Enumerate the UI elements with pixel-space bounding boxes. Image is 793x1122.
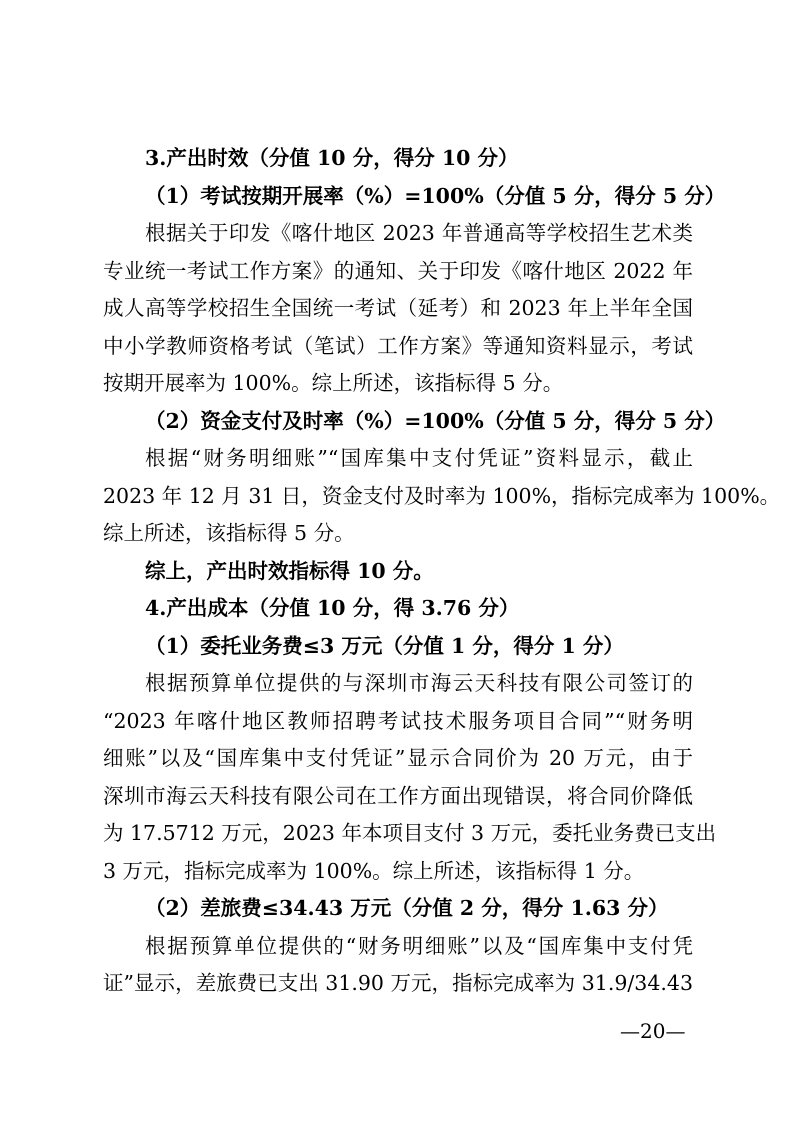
paragraph-line: 根据关于印发《喀什地区 2023 年普通高等学校招生艺术类: [145, 221, 693, 245]
paragraph-line: 细账”以及“国库集中支付凭证”显示合同价为 20 万元，由于: [103, 746, 693, 770]
subheading-commission-fee: （1）委托业务费≤3 万元（分值 1 分，得分 1 分）: [145, 633, 624, 658]
section-heading-output-cost: 4.产出成本（分值 10 分，得 3.76 分）: [145, 596, 520, 620]
section-heading-output-timeliness: 3.产出时效（分值 10 分，得分 10 分）: [145, 146, 519, 170]
page-number: —20—: [620, 1019, 686, 1043]
paragraph-line: 综上所述，该指标得 5 分。: [103, 521, 355, 545]
paragraph-line: 根据“财务明细账”“国库集中支付凭证”资料显示，截止: [145, 446, 693, 470]
paragraph-line: 为 17.5712 万元，2023 年本项目支付 3 万元，委托业务费已支出: [103, 821, 717, 845]
subheading-funds-payment-timeliness: （2）资金支付及时率（%）=100%（分值 5 分，得分 5 分）: [145, 408, 726, 433]
paragraph-line: 专业统一考试工作方案》的通知、关于印发《喀什地区 2022 年: [103, 258, 693, 283]
paragraph-line: 证”显示，差旅费已支出 31.90 万元，指标完成率为 31.9/34.43: [103, 971, 693, 995]
paragraph-line: 深圳市海云天科技有限公司在工作方面出现错误，将合同价降低: [103, 783, 693, 808]
paragraph-line: “2023 年喀什地区教师招聘考试技术服务项目合同”“财务明: [103, 708, 693, 733]
paragraph-line: 根据预算单位提供的与深圳市海云天科技有限公司签订的: [145, 671, 693, 695]
paragraph-line: 根据预算单位提供的“财务明细账”以及“国库集中支付凭: [145, 933, 693, 958]
subheading-travel-expenses: （2）差旅费≤34.43 万元（分值 2 分，得分 1.63 分）: [145, 896, 669, 920]
paragraph-line: 成人高等学校招生全国统一考试（延考）和 2023 年上半年全国: [103, 296, 693, 320]
paragraph-line: 2023 年 12 月 31 日，资金支付及时率为 100%，指标完成率为 100%。: [103, 483, 781, 508]
summary-output-timeliness: 综上，产出时效指标得 10 分。: [145, 558, 434, 583]
paragraph-line: 3 万元，指标完成率为 100%。综上所述，该指标得 1 分。: [103, 858, 645, 883]
paragraph-line: 中小学教师资格考试（笔试）工作方案》等通知资料显示，考试: [103, 333, 693, 358]
subheading-exam-on-schedule-rate: （1）考试按期开展率（%）=100%（分值 5 分，得分 5 分）: [145, 183, 726, 208]
document-body: [103, 140, 781, 1003]
paragraph-line: 按期开展率为 100%。综上所述，该指标得 5 分。: [103, 371, 564, 395]
